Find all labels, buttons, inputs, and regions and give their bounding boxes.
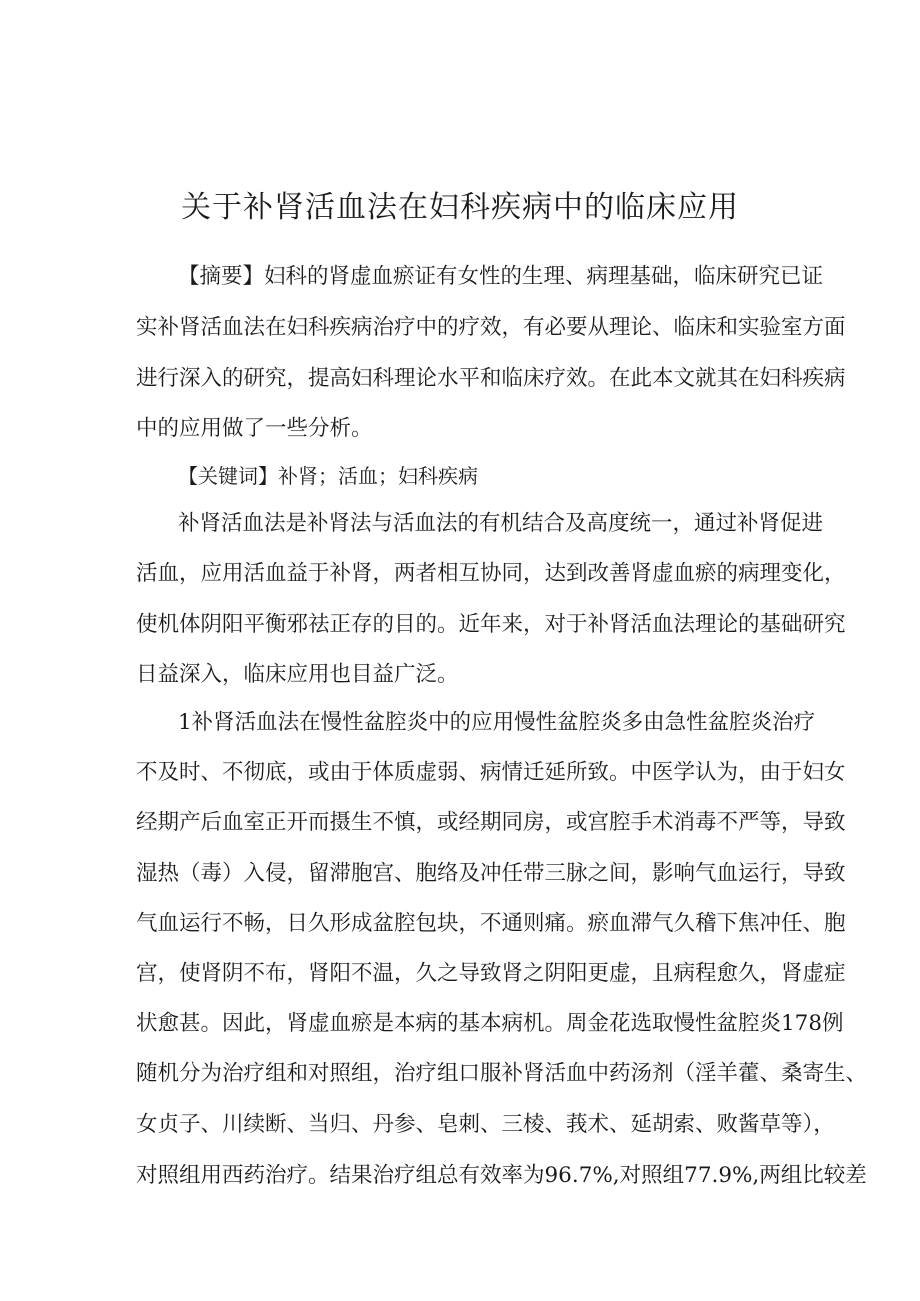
abstract-line-1: 【摘要】妇科的肾虚血瘀证有女性的生理、病理基础，临床研究已证 — [178, 264, 824, 289]
abstract-line-3: 进行深入的研究，提高妇科理论水平和临床疗效。在此本文就其在妇科疾病 — [136, 366, 846, 391]
intro-line-4: 日益深入，临床应用也目益广泛。 — [136, 662, 459, 687]
section1-line-5: 气血运行不畅，日久形成盆腔包块，不通则痛。瘀血滞气久稽下焦冲任、胞 — [136, 911, 846, 936]
intro-line-2: 活血，应用活血益于补肾，两者相互协同，达到改善肾虚血瘀的病理变化， — [136, 561, 846, 586]
section1-line-1: 1补肾活血法在慢性盆腔炎中的应用慢性盆腔炎多由急性盆腔炎治疗 — [178, 710, 816, 735]
intro-line-3: 使机体阴阳平衡邪祛正存的目的。近年来，对于补肾活血法理论的基础研究 — [136, 612, 846, 637]
section1-line-9: 女贞子、川续断、当归、丹参、皂刺、三棱、莪术、延胡索、败酱草等）， — [136, 1112, 835, 1137]
intro-line-1: 补肾活血法是补肾法与活血法的有机结合及高度统一，通过补肾促进 — [178, 511, 824, 536]
section1-line-2: 不及时、不彻底，或由于体质虚弱、病情迁延所致。中医学认为，由于妇女 — [136, 760, 846, 785]
section1-line-7: 状愈甚。因此，肾虚血瘀是本病的基本病机。周金花选取慢性盆腔炎178例 — [136, 1011, 844, 1036]
section1-line-3: 经期产后血室正开而摄生不慎，或经期同房，或宫腔手术消毒不严等，导致 — [136, 810, 846, 835]
keywords-line: 【关键词】补肾；活血；妇科疾病 — [178, 464, 478, 488]
abstract-line-2: 实补肾活血法在妇科疾病治疗中的疗效，有必要从理论、临床和实验室方面 — [136, 315, 846, 340]
page-title: 关于补肾活血法在妇科疾病中的临床应用 — [181, 190, 739, 225]
section1-line-4: 湿热（毒）入侵，留滞胞宫、胞络及冲任带三脉之间，影响气血运行，导致 — [136, 861, 846, 886]
section1-line-10: 对照组用西药治疗。结果治疗组总有效率为96.7%,对照组77.9%,两组比较差 — [136, 1163, 867, 1188]
section1-line-8: 随机分为治疗组和对照组，治疗组口服补肾活血中药汤剂（淫羊藿、桑寄生、 — [136, 1061, 868, 1086]
section1-line-6: 宫，使肾阴不布，肾阳不温，久之导致肾之阴阳更虚，且病程愈久，肾虚症 — [136, 961, 846, 986]
abstract-line-4: 中的应用做了一些分析。 — [136, 416, 373, 441]
